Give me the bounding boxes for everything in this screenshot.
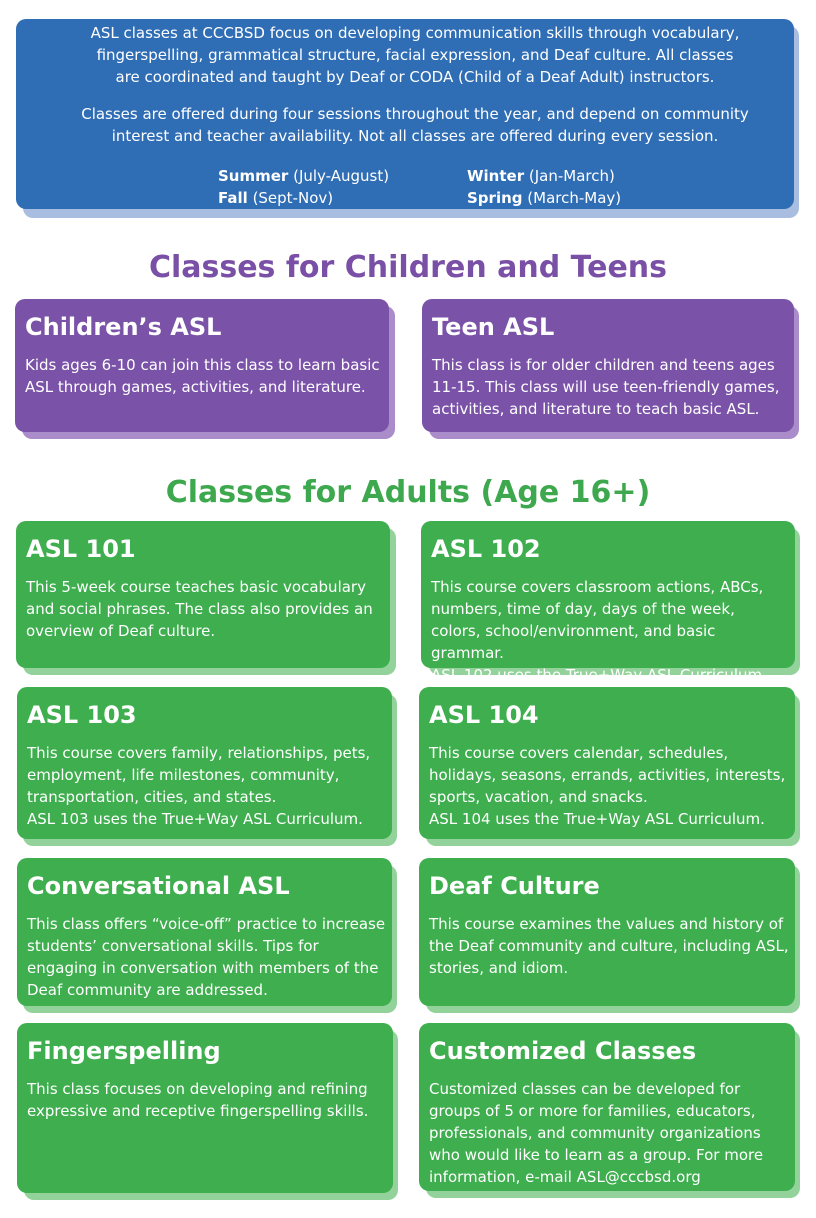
class-curriculum-note: ASL 104 uses the True+Way ASL Curriculum.: [429, 810, 765, 828]
class-card-customized-classes: [419, 1023, 795, 1191]
intro-paragraph-2: Classes are offered during four sessions throughout the year, and depend on community interest and teacher availability. Not all classes are offered during every session.: [81, 105, 749, 145]
class-title: Children’s ASL: [25, 313, 222, 341]
kids-section-heading: Classes for Children and Teens: [148, 250, 668, 285]
class-card-childrens-asl: [15, 299, 389, 432]
sessions-column-left: [218, 165, 389, 209]
session-spring: Spring (March-May): [467, 189, 622, 207]
class-card-asl-104: [419, 687, 795, 839]
class-description: This course examines the values and history of the Deaf community and culture, including ASL, stories, and idiom.: [429, 915, 789, 977]
sessions-column-right: [467, 165, 621, 209]
class-card-asl-102: [421, 521, 795, 684]
intro-paragraph-1: ASL classes at CCCBSD focus on developing communication skills through vocabulary, fingerspelling, grammatical structure, facial expression, and Deaf culture. All classes are coordinated and taught by Deaf or CODA (Child of a Deaf Adult) instructors.: [90, 24, 740, 86]
class-description: Customized classes can be developed for groups of 5 or more for families, educators, professionals, and community organizations who would like to learn as a group. For more information, e-mail ASL@cccbsd.org: [429, 1080, 764, 1186]
class-description: Kids ages 6-10 can join this class to learn basic ASL through games, activities, and literature.: [25, 356, 380, 396]
class-card-asl-103: [17, 687, 392, 839]
intro-banner: [16, 19, 794, 209]
class-description: This class offers “voice-off” practice to increase students’ conversational skills. Tips for engaging in conversation with members of the Deaf community are addressed.: [27, 915, 386, 999]
class-title: Fingerspelling: [27, 1037, 221, 1065]
class-title: Teen ASL: [432, 313, 555, 341]
class-description: This course covers calendar, schedules, holidays, seasons, errands, activities, interests, sports, vacation, and snacks.: [429, 744, 786, 806]
class-description: This course covers family, relationships, pets, employment, life milestones, community, transportation, cities, and states.: [27, 744, 371, 806]
session-summer: Summer (July-August): [218, 167, 390, 185]
class-title: ASL 101: [26, 535, 136, 563]
class-title: ASL 104: [429, 701, 539, 729]
class-title: Customized Classes: [429, 1037, 697, 1065]
class-card-teen-asl: [422, 299, 794, 432]
class-card-asl-101: [16, 521, 390, 668]
class-description: This 5-week course teaches basic vocabulary and social phrases. The class also provides an overview of Deaf culture.: [26, 578, 373, 640]
class-description: This course covers classroom actions, ABCs, numbers, time of day, days of the week, colors, school/environment, and basic grammar.: [431, 578, 764, 662]
class-card-conversational-asl: [17, 858, 392, 1006]
class-description: This class is for older children and teens ages 11-15. This class will use teen-friendly games, activities, and literature to teach basic ASL.: [432, 356, 780, 418]
class-card-fingerspelling: [17, 1023, 393, 1193]
session-winter: Winter (Jan-March): [467, 167, 615, 185]
class-title: Deaf Culture: [429, 872, 600, 900]
class-curriculum-note: ASL 103 uses the True+Way ASL Curriculum.: [27, 810, 363, 828]
adults-section-heading: Classes for Adults (Age 16+): [165, 475, 651, 510]
class-curriculum-note: ASL 102 uses the True+Way ASL Curriculum.: [431, 666, 767, 684]
class-title: ASL 103: [27, 701, 137, 729]
class-title: ASL 102: [431, 535, 541, 563]
class-title: Conversational ASL: [27, 872, 290, 900]
class-card-deaf-culture: [419, 858, 795, 1006]
class-description: This class focuses on developing and refining expressive and receptive fingerspelling skills.: [27, 1080, 369, 1120]
session-fall: Fall (Sept-Nov): [218, 189, 334, 207]
